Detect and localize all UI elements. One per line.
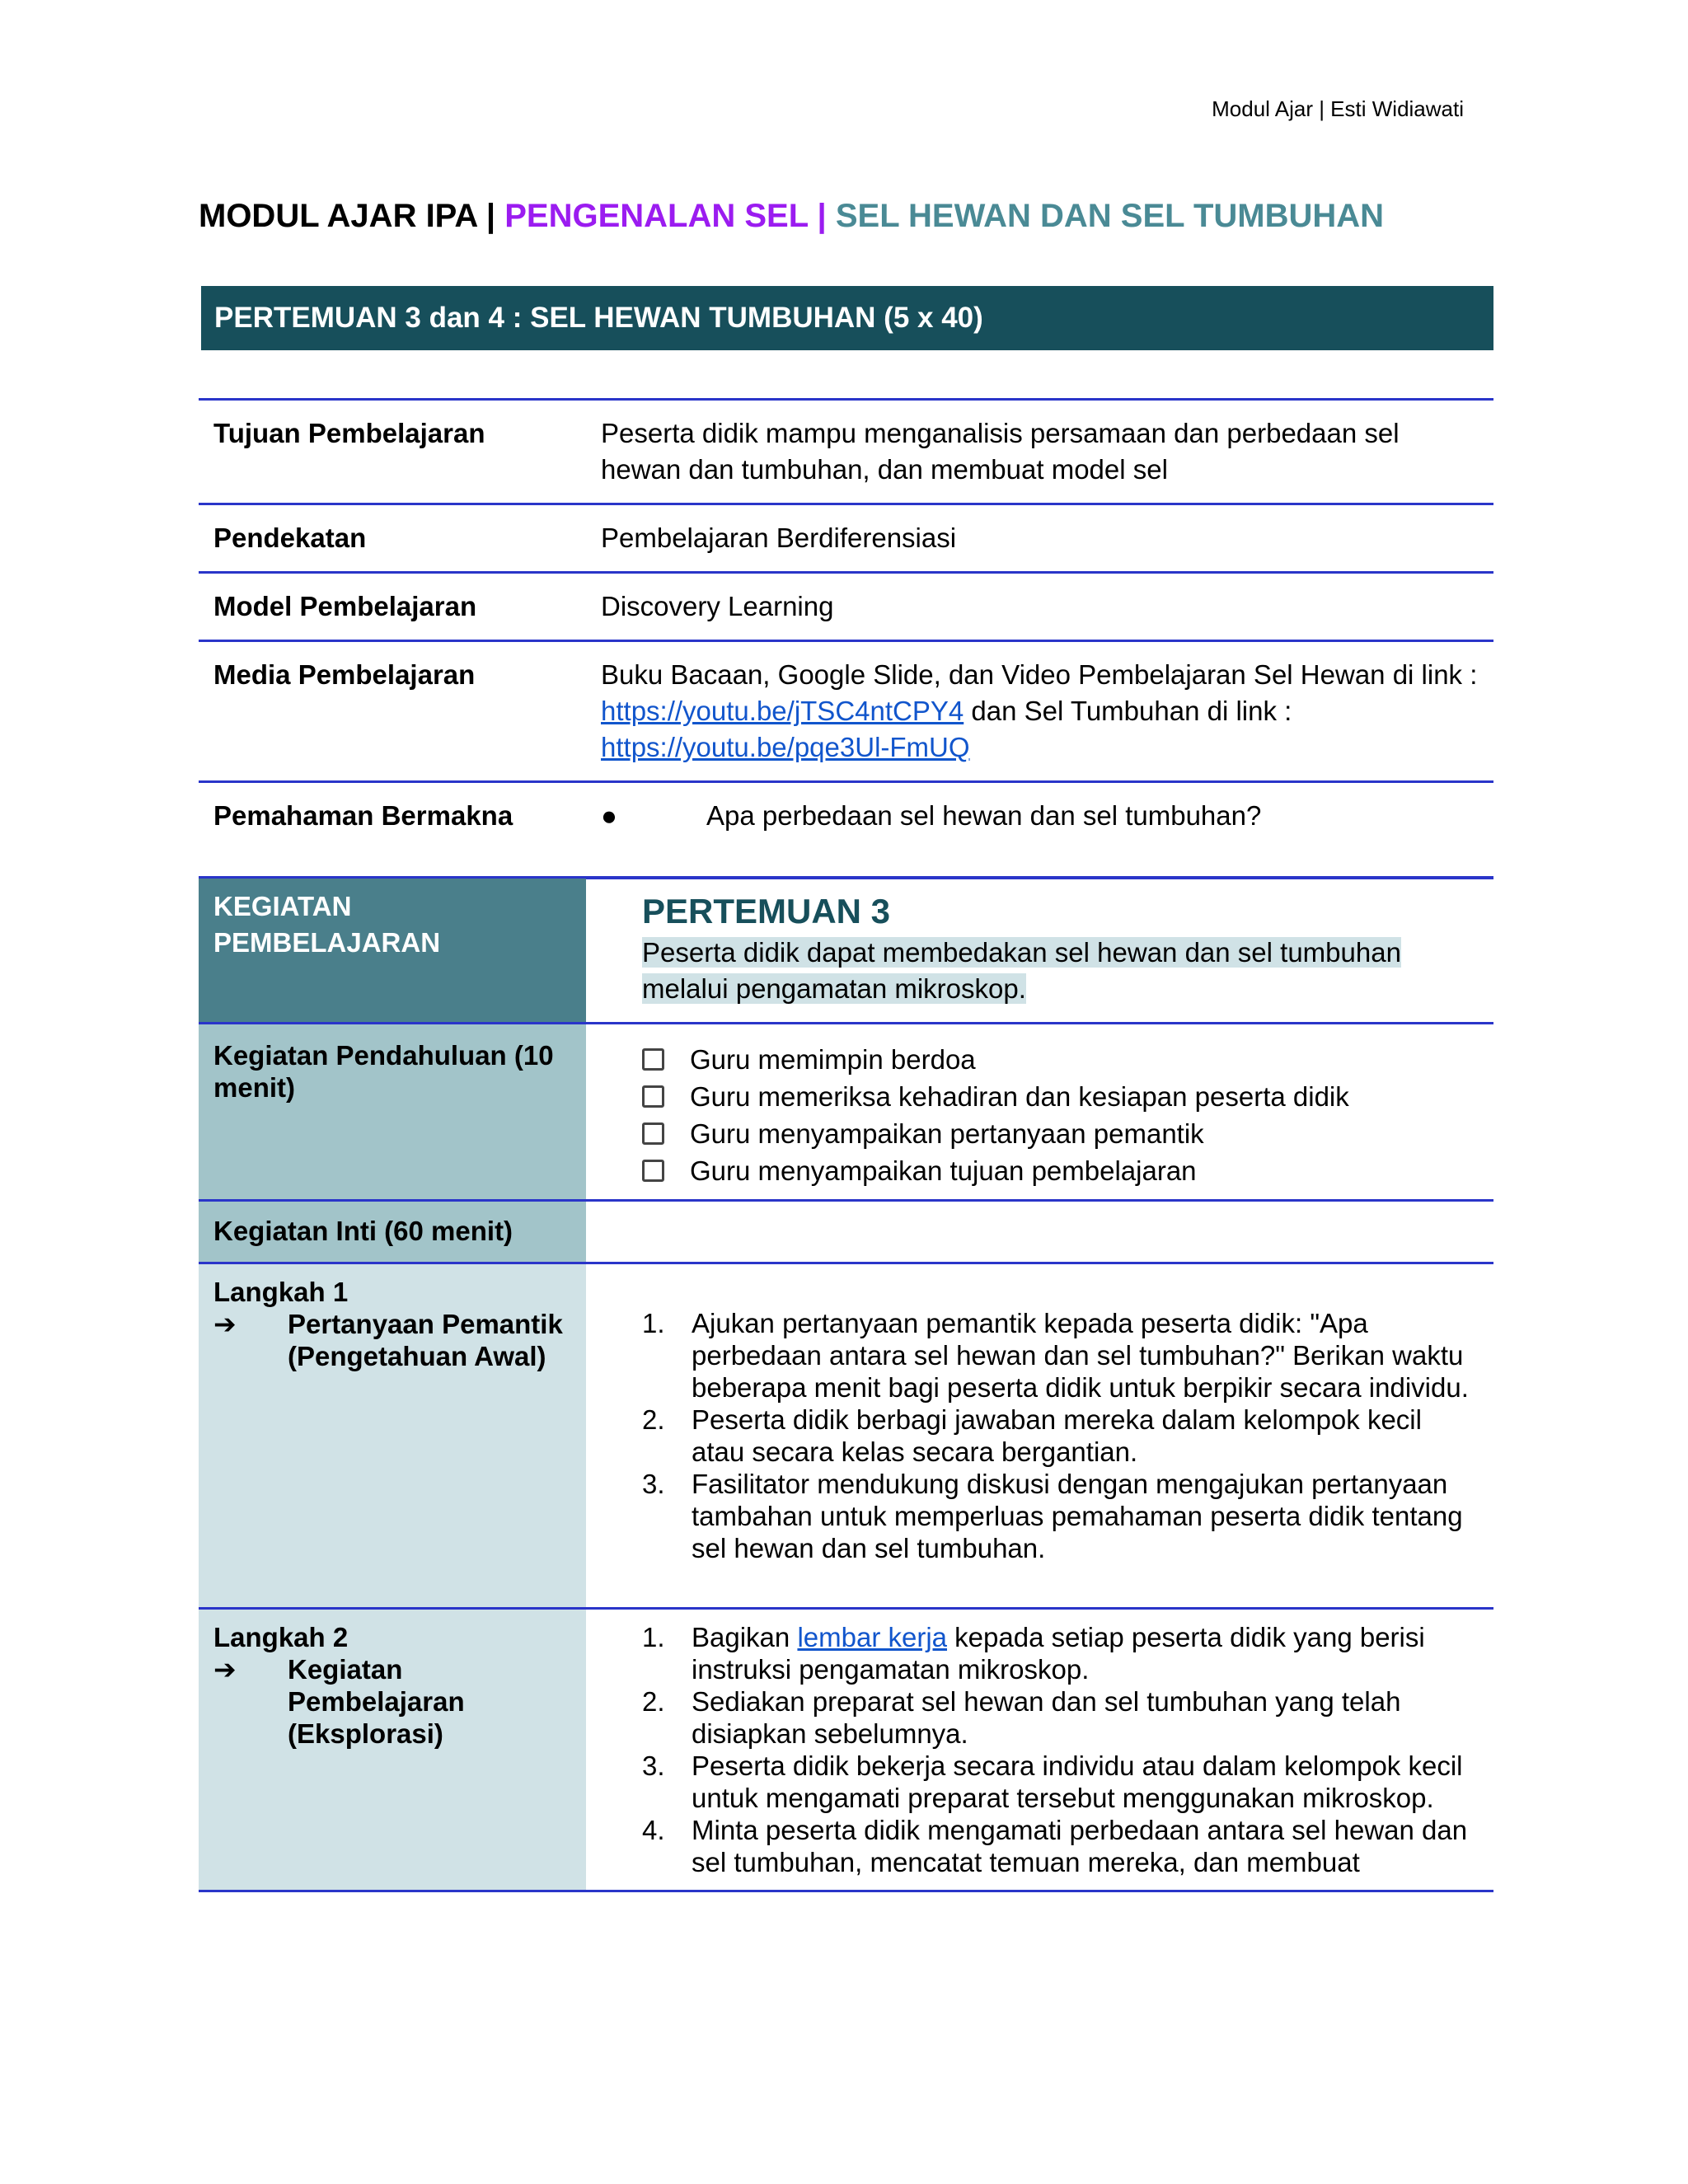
checklist-item[interactable] [642,1078,1477,1115]
pendekatan-label: Pendekatan [199,504,584,573]
model-label: Model Pembelajaran [199,573,584,641]
langkah1-label: Langkah 1 [213,1277,349,1307]
step-number: 1. [642,1308,665,1338]
row-model [199,573,1493,641]
langkah1-label-cell [199,1263,586,1609]
media-text-2: dan Sel Tumbuhan di link : [964,696,1292,726]
row-inti [199,1201,1493,1263]
checkbox-icon[interactable] [642,1085,664,1108]
checklist-text: Guru menyampaikan pertanyaan pemantik [690,1118,1204,1149]
pertemuan-cell [586,878,1493,1024]
pertemuan-subtitle: Peserta didik dapat membedakan sel hewan dan sel tumbuhan melalui pengamatan mikroskop. [642,937,1401,1004]
video-link-tumbuhan[interactable]: https://youtu.be/pqe3Ul-FmUQ [601,732,970,762]
step-text: Sediakan preparat sel hewan dan sel tumbuhan yang telah disiapkan sebelumnya. [692,1686,1401,1749]
title-subtopic: SEL HEWAN DAN SEL TUMBUHAN [835,198,1385,234]
list-item [642,1750,1470,1814]
pemahaman-value [584,782,1493,879]
pemahaman-question: Apa perbedaan sel hewan dan sel tumbuhan? [706,800,1262,831]
list-item [642,1468,1470,1564]
step-text: Peserta didik berbagi jawaban mereka dalam kelompok kecil atau secara kelas secara bergantian. [692,1404,1422,1467]
step-number: 3. [642,1469,665,1499]
row-langkah-2 [199,1609,1493,1891]
checklist-text: Guru memeriksa kehadiran dan kesiapan peserta didik [690,1081,1349,1112]
list-item [642,1307,1470,1404]
lembar-kerja-link[interactable]: lembar kerja [797,1622,948,1652]
pendekatan-value: Pembelajaran Berdiferensiasi [584,504,1493,573]
list-item [642,1621,1470,1685]
step-number: 4. [642,1815,665,1845]
kegiatan-label-cell [199,878,586,1024]
video-link-hewan[interactable]: https://youtu.be/jTSC4ntCPY4 [601,696,964,726]
model-value: Discovery Learning [584,573,1493,641]
kegiatan-label: KEGIATAN PEMBELAJARAN [213,891,441,958]
row-media [199,641,1493,782]
langkah1-sub: Pertanyaan Pemantik (Pengetahuan Awal) [288,1309,563,1371]
checklist-item[interactable] [642,1041,1477,1078]
step-text: Peserta didik bekerja secara individu atau dalam kelompok kecil untuk mengamati preparat tersebut menggunakan mikroskop. [692,1750,1463,1813]
langkah2-label-cell [199,1609,586,1891]
step-text: Fasilitator mendukung diskusi dengan mengajukan pertanyaan tambahan untuk memperluas pemahaman peserta didik tentang sel hewan dan sel tumbuhan. [692,1469,1463,1563]
title-subject: MODUL AJAR IPA | [199,198,505,234]
checklist-item[interactable] [642,1115,1477,1152]
arrow-right-icon: ➔ [213,1309,237,1339]
activity-table [199,876,1493,1892]
inti-label: Kegiatan Inti (60 menit) [199,1201,586,1263]
langkah2-label: Langkah 2 [213,1622,349,1652]
tujuan-value: Peserta didik mampu menganalisis persamaan dan perbedaan sel hewan dan tumbuhan, dan membuat model sel [584,400,1493,504]
tujuan-label: Tujuan Pembelajaran [199,400,584,504]
checklist-text: Guru memimpin berdoa [690,1044,976,1075]
arrow-right-icon: ➔ [213,1654,237,1685]
checkbox-icon[interactable] [642,1122,664,1145]
pendahuluan-list [586,1024,1493,1201]
langkah1-steps [586,1263,1493,1609]
checklist-item[interactable] [642,1152,1477,1189]
bullet-icon: ● [601,800,617,831]
inti-empty-cell [586,1201,1493,1263]
media-label: Media Pembelajaran [199,641,584,782]
pendahuluan-label: Kegiatan Pendahuluan (10 menit) [199,1024,586,1201]
list-item [642,1814,1470,1878]
row-langkah-1 [199,1263,1493,1609]
row-pemahaman [199,782,1493,879]
row-pendahuluan [199,1024,1493,1201]
step-number: 3. [642,1750,665,1781]
langkah2-steps [586,1609,1493,1891]
checkbox-icon[interactable] [642,1160,664,1182]
step-number: 2. [642,1404,665,1435]
step-number: 1. [642,1622,665,1652]
title-topic: PENGENALAN SEL | [504,198,836,234]
info-table [199,398,1493,879]
list-item [642,1404,1470,1468]
pemahaman-label: Pemahaman Bermakna [199,782,584,879]
page-header: Modul Ajar | Esti Widiawati [1212,96,1464,121]
checklist-text: Guru menyampaikan tujuan pembelajaran [690,1155,1197,1186]
pertemuan-title: PERTEMUAN 3 [642,892,891,930]
row-kegiatan-header [199,878,1493,1024]
step-text: Bagikan lembar kerja kepada setiap peserta didik yang berisi instruksi pengamatan mikroskop. [692,1622,1425,1685]
step-number: 2. [642,1686,665,1717]
step-text: Minta peserta didik mengamati perbedaan antara sel hewan dan sel tumbuhan, mencatat temuan mereka, dan membuat [692,1815,1468,1877]
page-title [199,198,1384,235]
row-pendekatan [199,504,1493,573]
langkah2-sub: Kegiatan Pembelajaran (Eksplorasi) [288,1654,465,1749]
meeting-banner: PERTEMUAN 3 dan 4 : SEL HEWAN TUMBUHAN (5 x 40) [201,286,1493,350]
media-value [584,641,1493,782]
row-tujuan [199,400,1493,504]
list-item [642,1685,1470,1750]
checkbox-icon[interactable] [642,1048,664,1071]
step-text: Ajukan pertanyaan pemantik kepada peserta didik: "Apa perbedaan antara sel hewan dan sel tumbuhan?" Berikan waktu beberapa menit bagi peserta didik untuk berpikir secara individu. [692,1308,1469,1403]
media-text-1: Buku Bacaan, Google Slide, dan Video Pembelajaran Sel Hewan di link : [601,659,1478,690]
